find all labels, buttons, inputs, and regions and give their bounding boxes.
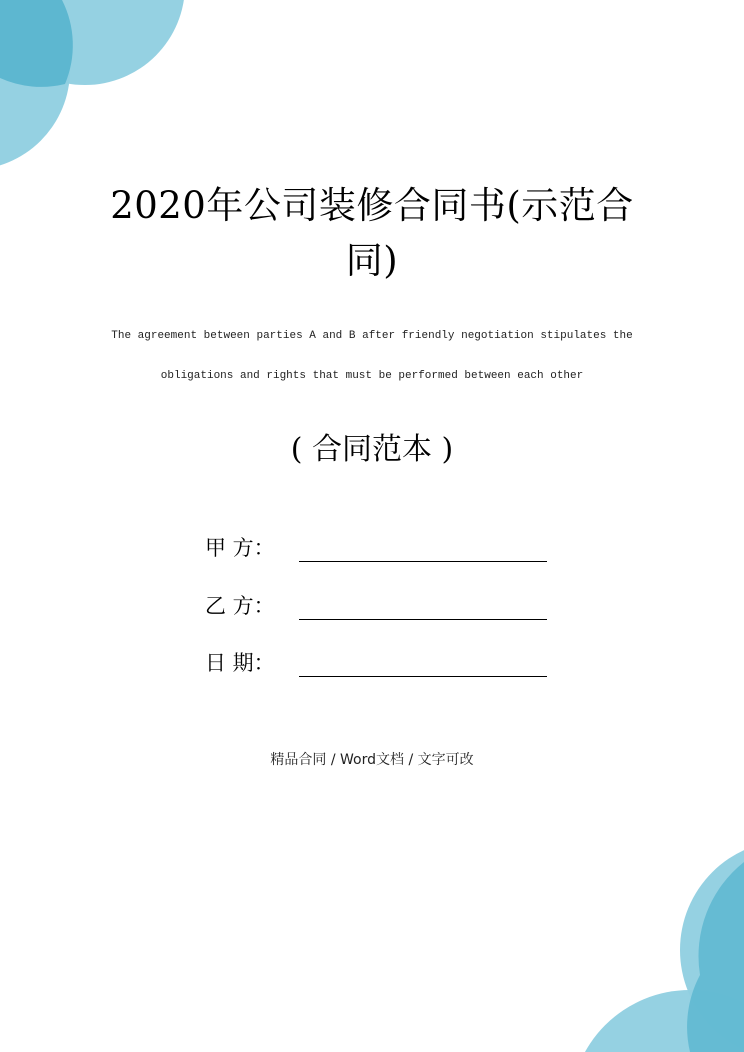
document-title [100, 178, 644, 288]
english-subtitle-line-2: obligations and rights that must be performed between each other [160, 370, 584, 382]
contract-template-heading: ( 合同范本 ) [290, 432, 454, 467]
party-b-field [205, 590, 547, 620]
title-line-2: 同) [345, 239, 399, 282]
party-a-field [205, 532, 547, 562]
english-subtitle-line-1: The agreement between parties A and B after friendly negotiation stipulates the [111, 330, 633, 342]
footer-note: 精品合同 / Word文档 / 文字可改 [270, 752, 474, 768]
party-b-blank-line[interactable] [299, 597, 547, 620]
party-b-label: 乙 方： [205, 594, 275, 618]
date-field [205, 647, 547, 677]
date-blank-line[interactable] [299, 654, 547, 677]
party-a-label: 甲 方： [205, 536, 275, 560]
party-a-blank-line[interactable] [299, 539, 547, 562]
date-label: 日 期： [205, 651, 275, 675]
title-line-1: 2020年公司装修合同书(示范合 [110, 184, 634, 227]
